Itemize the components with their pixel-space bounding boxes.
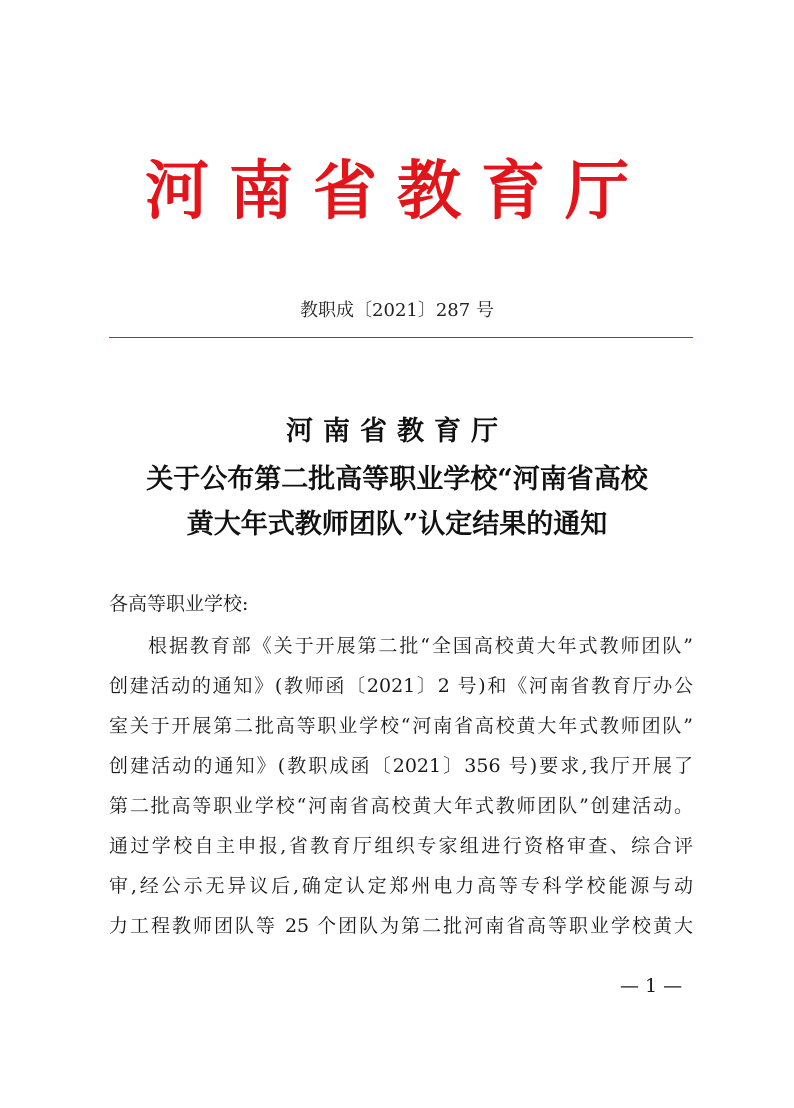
red-divider-line xyxy=(109,337,693,338)
masthead-title: 河南省教育厅 xyxy=(145,154,649,229)
body-line-5: 第二批高等职业学校“河南省高校黄大年式教师团队”创建活动。 xyxy=(109,795,693,817)
page-number: — 1 — xyxy=(620,975,683,997)
notice-title-line-3: 黄大年式教师团队”认定结果的通知 xyxy=(186,509,608,540)
body-line-4: 创建活动的通知》(教职成函〔2021〕356 号)要求,我厅开展了 xyxy=(109,755,693,777)
document-number: 教职成〔2021〕287 号 xyxy=(300,300,494,321)
body-line-3: 室关于开展第二批高等职业学校“河南省高校黄大年式教师团队” xyxy=(109,715,693,737)
body-line-8: 力工程教师团队等 25 个团队为第二批河南省高等职业学校黄大 xyxy=(109,915,693,937)
body-line-2: 创建活动的通知》(教师函〔2021〕2 号)和《河南省教育厅办公 xyxy=(109,675,693,697)
body-line-1: 根据教育部《关于开展第二批“全国高校黄大年式教师团队” xyxy=(148,635,693,657)
notice-title-line-2: 关于公布第二批高等职业学校“河南省高校 xyxy=(146,464,648,495)
body-line-7: 审,经公示无异议后,确定认定郑州电力高等专科学校能源与动 xyxy=(109,875,693,897)
notice-title-line-1: 河南省教育厅 xyxy=(286,416,508,447)
body-line-6: 通过学校自主申报,省教育厅组织专家组进行资格审查、综合评 xyxy=(109,835,693,857)
salutation: 各高等职业学校: xyxy=(109,593,249,615)
